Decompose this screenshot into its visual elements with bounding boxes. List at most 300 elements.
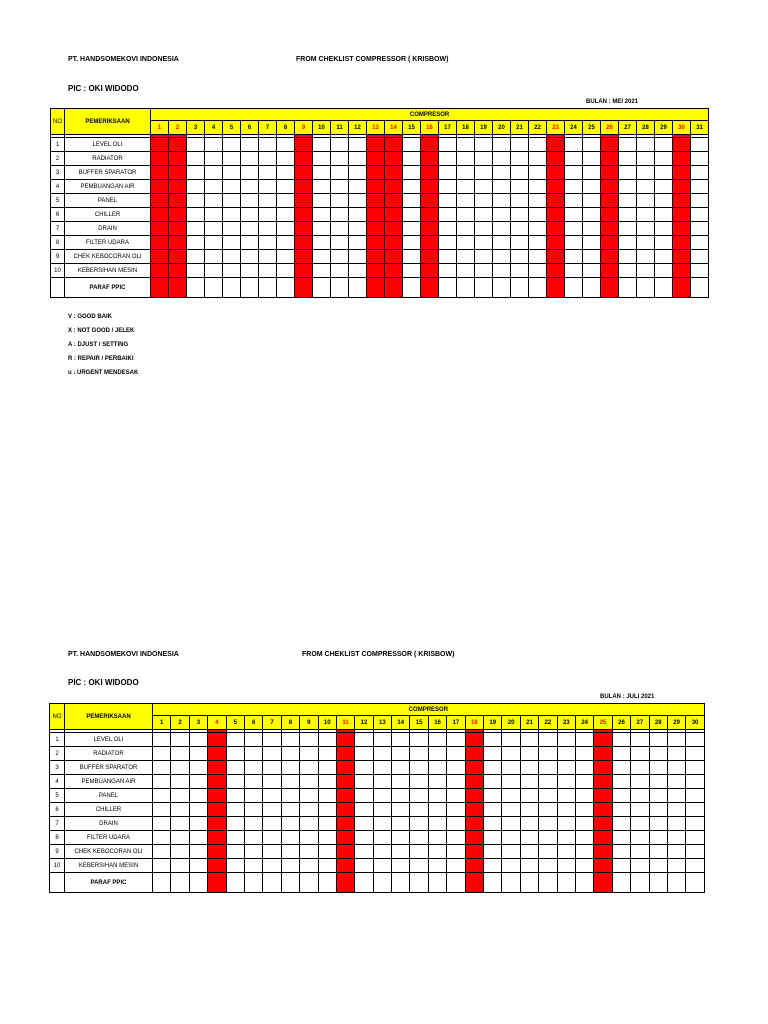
check-cell[interactable] [520, 859, 538, 873]
check-cell[interactable] [259, 166, 277, 180]
check-cell[interactable] [557, 817, 575, 831]
check-cell[interactable] [631, 761, 649, 775]
check-cell[interactable] [557, 789, 575, 803]
check-cell[interactable] [226, 817, 244, 831]
check-cell[interactable] [637, 222, 655, 236]
check-cell[interactable] [686, 789, 704, 803]
paraf-cell[interactable] [631, 873, 649, 893]
check-cell[interactable] [520, 831, 538, 845]
check-cell[interactable] [557, 747, 575, 761]
check-cell[interactable] [612, 733, 630, 747]
paraf-cell[interactable] [539, 873, 557, 893]
check-cell[interactable] [691, 264, 709, 278]
check-cell[interactable] [226, 775, 244, 789]
check-cell[interactable] [655, 138, 673, 152]
check-cell[interactable] [403, 236, 421, 250]
paraf-cell[interactable] [153, 873, 171, 893]
check-cell[interactable] [205, 236, 223, 250]
check-cell[interactable] [557, 775, 575, 789]
check-cell[interactable] [403, 208, 421, 222]
check-cell[interactable] [331, 208, 349, 222]
check-cell[interactable] [484, 761, 502, 775]
check-cell[interactable] [583, 264, 601, 278]
check-cell[interactable] [295, 236, 313, 250]
check-cell[interactable] [410, 803, 428, 817]
check-cell[interactable] [367, 222, 385, 236]
check-cell[interactable] [631, 817, 649, 831]
check-cell[interactable] [493, 138, 511, 152]
paraf-cell[interactable] [520, 873, 538, 893]
check-cell[interactable] [277, 208, 295, 222]
check-cell[interactable] [520, 817, 538, 831]
check-cell[interactable] [655, 152, 673, 166]
check-cell[interactable] [565, 194, 583, 208]
paraf-cell[interactable] [169, 278, 187, 298]
check-cell[interactable] [457, 152, 475, 166]
check-cell[interactable] [667, 859, 685, 873]
check-cell[interactable] [189, 775, 207, 789]
check-cell[interactable] [557, 761, 575, 775]
check-cell[interactable] [565, 152, 583, 166]
check-cell[interactable] [439, 138, 457, 152]
paraf-cell[interactable] [385, 278, 403, 298]
check-cell[interactable] [313, 138, 331, 152]
check-cell[interactable] [355, 733, 373, 747]
check-cell[interactable] [244, 747, 262, 761]
check-cell[interactable] [594, 831, 612, 845]
check-cell[interactable] [612, 831, 630, 845]
check-cell[interactable] [259, 138, 277, 152]
check-cell[interactable] [336, 761, 354, 775]
check-cell[interactable] [151, 264, 169, 278]
check-cell[interactable] [686, 817, 704, 831]
check-cell[interactable] [392, 747, 410, 761]
check-cell[interactable] [189, 747, 207, 761]
check-cell[interactable] [520, 789, 538, 803]
check-cell[interactable] [153, 733, 171, 747]
check-cell[interactable] [502, 831, 520, 845]
check-cell[interactable] [153, 803, 171, 817]
check-cell[interactable] [205, 222, 223, 236]
check-cell[interactable] [583, 236, 601, 250]
check-cell[interactable] [223, 208, 241, 222]
check-cell[interactable] [392, 803, 410, 817]
check-cell[interactable] [594, 803, 612, 817]
check-cell[interactable] [649, 845, 667, 859]
check-cell[interactable] [313, 152, 331, 166]
check-cell[interactable] [421, 152, 439, 166]
check-cell[interactable] [539, 817, 557, 831]
check-cell[interactable] [223, 264, 241, 278]
check-cell[interactable] [208, 761, 226, 775]
paraf-cell[interactable] [403, 278, 421, 298]
check-cell[interactable] [244, 845, 262, 859]
paraf-cell[interactable] [637, 278, 655, 298]
check-cell[interactable] [465, 789, 483, 803]
check-cell[interactable] [331, 194, 349, 208]
check-cell[interactable] [349, 194, 367, 208]
check-cell[interactable] [259, 264, 277, 278]
check-cell[interactable] [281, 803, 299, 817]
paraf-cell[interactable] [601, 278, 619, 298]
check-cell[interactable] [281, 775, 299, 789]
check-cell[interactable] [631, 747, 649, 761]
check-cell[interactable] [619, 194, 637, 208]
check-cell[interactable] [349, 236, 367, 250]
check-cell[interactable] [410, 831, 428, 845]
check-cell[interactable] [493, 208, 511, 222]
check-cell[interactable] [667, 831, 685, 845]
check-cell[interactable] [428, 831, 446, 845]
check-cell[interactable] [547, 236, 565, 250]
check-cell[interactable] [475, 138, 493, 152]
check-cell[interactable] [439, 236, 457, 250]
check-cell[interactable] [259, 208, 277, 222]
check-cell[interactable] [475, 194, 493, 208]
check-cell[interactable] [373, 789, 391, 803]
check-cell[interactable] [547, 194, 565, 208]
check-cell[interactable] [511, 264, 529, 278]
check-cell[interactable] [565, 264, 583, 278]
check-cell[interactable] [241, 250, 259, 264]
check-cell[interactable] [439, 208, 457, 222]
check-cell[interactable] [281, 831, 299, 845]
check-cell[interactable] [392, 817, 410, 831]
check-cell[interactable] [637, 264, 655, 278]
paraf-cell[interactable] [565, 278, 583, 298]
check-cell[interactable] [263, 817, 281, 831]
check-cell[interactable] [300, 831, 318, 845]
check-cell[interactable] [594, 775, 612, 789]
paraf-cell[interactable] [259, 278, 277, 298]
check-cell[interactable] [502, 747, 520, 761]
check-cell[interactable] [667, 733, 685, 747]
check-cell[interactable] [612, 789, 630, 803]
check-cell[interactable] [511, 138, 529, 152]
check-cell[interactable] [373, 733, 391, 747]
check-cell[interactable] [594, 733, 612, 747]
check-cell[interactable] [428, 845, 446, 859]
check-cell[interactable] [205, 264, 223, 278]
check-cell[interactable] [277, 138, 295, 152]
check-cell[interactable] [367, 236, 385, 250]
check-cell[interactable] [691, 236, 709, 250]
check-cell[interactable] [631, 803, 649, 817]
check-cell[interactable] [392, 845, 410, 859]
check-cell[interactable] [277, 250, 295, 264]
check-cell[interactable] [244, 831, 262, 845]
check-cell[interactable] [331, 264, 349, 278]
check-cell[interactable] [349, 222, 367, 236]
check-cell[interactable] [484, 831, 502, 845]
check-cell[interactable] [673, 222, 691, 236]
paraf-cell[interactable] [475, 278, 493, 298]
paraf-cell[interactable] [673, 278, 691, 298]
check-cell[interactable] [691, 152, 709, 166]
paraf-cell[interactable] [649, 873, 667, 893]
check-cell[interactable] [171, 747, 189, 761]
check-cell[interactable] [575, 859, 593, 873]
check-cell[interactable] [241, 194, 259, 208]
check-cell[interactable] [355, 817, 373, 831]
check-cell[interactable] [637, 138, 655, 152]
paraf-cell[interactable] [241, 278, 259, 298]
check-cell[interactable] [313, 180, 331, 194]
check-cell[interactable] [447, 803, 465, 817]
check-cell[interactable] [686, 761, 704, 775]
check-cell[interactable] [484, 747, 502, 761]
check-cell[interactable] [601, 250, 619, 264]
check-cell[interactable] [189, 761, 207, 775]
check-cell[interactable] [637, 166, 655, 180]
check-cell[interactable] [318, 789, 336, 803]
check-cell[interactable] [637, 152, 655, 166]
check-cell[interactable] [223, 138, 241, 152]
check-cell[interactable] [612, 747, 630, 761]
paraf-cell[interactable] [484, 873, 502, 893]
check-cell[interactable] [465, 733, 483, 747]
check-cell[interactable] [539, 747, 557, 761]
check-cell[interactable] [205, 250, 223, 264]
check-cell[interactable] [691, 222, 709, 236]
check-cell[interactable] [465, 859, 483, 873]
check-cell[interactable] [263, 859, 281, 873]
paraf-cell[interactable] [529, 278, 547, 298]
check-cell[interactable] [171, 733, 189, 747]
check-cell[interactable] [313, 166, 331, 180]
check-cell[interactable] [392, 761, 410, 775]
check-cell[interactable] [686, 733, 704, 747]
check-cell[interactable] [565, 208, 583, 222]
check-cell[interactable] [539, 831, 557, 845]
check-cell[interactable] [355, 803, 373, 817]
check-cell[interactable] [583, 208, 601, 222]
check-cell[interactable] [557, 803, 575, 817]
check-cell[interactable] [686, 747, 704, 761]
paraf-cell[interactable] [465, 873, 483, 893]
check-cell[interactable] [649, 733, 667, 747]
check-cell[interactable] [673, 250, 691, 264]
check-cell[interactable] [457, 180, 475, 194]
check-cell[interactable] [673, 166, 691, 180]
check-cell[interactable] [300, 761, 318, 775]
check-cell[interactable] [619, 138, 637, 152]
check-cell[interactable] [208, 733, 226, 747]
check-cell[interactable] [484, 845, 502, 859]
check-cell[interactable] [349, 152, 367, 166]
check-cell[interactable] [241, 222, 259, 236]
check-cell[interactable] [421, 264, 439, 278]
check-cell[interactable] [421, 194, 439, 208]
check-cell[interactable] [511, 222, 529, 236]
check-cell[interactable] [336, 803, 354, 817]
check-cell[interactable] [691, 194, 709, 208]
check-cell[interactable] [241, 138, 259, 152]
check-cell[interactable] [367, 264, 385, 278]
check-cell[interactable] [295, 152, 313, 166]
check-cell[interactable] [547, 250, 565, 264]
check-cell[interactable] [226, 803, 244, 817]
check-cell[interactable] [263, 775, 281, 789]
check-cell[interactable] [447, 817, 465, 831]
check-cell[interactable] [300, 789, 318, 803]
check-cell[interactable] [601, 180, 619, 194]
check-cell[interactable] [277, 180, 295, 194]
check-cell[interactable] [187, 222, 205, 236]
check-cell[interactable] [277, 166, 295, 180]
check-cell[interactable] [171, 803, 189, 817]
check-cell[interactable] [511, 152, 529, 166]
check-cell[interactable] [612, 845, 630, 859]
check-cell[interactable] [331, 152, 349, 166]
check-cell[interactable] [421, 138, 439, 152]
check-cell[interactable] [244, 789, 262, 803]
check-cell[interactable] [601, 194, 619, 208]
check-cell[interactable] [575, 775, 593, 789]
paraf-cell[interactable] [244, 873, 262, 893]
check-cell[interactable] [259, 152, 277, 166]
check-cell[interactable] [465, 775, 483, 789]
check-cell[interactable] [403, 264, 421, 278]
check-cell[interactable] [318, 761, 336, 775]
check-cell[interactable] [539, 859, 557, 873]
check-cell[interactable] [169, 208, 187, 222]
check-cell[interactable] [223, 236, 241, 250]
check-cell[interactable] [547, 138, 565, 152]
check-cell[interactable] [373, 845, 391, 859]
check-cell[interactable] [313, 208, 331, 222]
check-cell[interactable] [189, 733, 207, 747]
check-cell[interactable] [355, 747, 373, 761]
check-cell[interactable] [583, 250, 601, 264]
check-cell[interactable] [244, 775, 262, 789]
check-cell[interactable] [336, 817, 354, 831]
check-cell[interactable] [205, 166, 223, 180]
check-cell[interactable] [447, 761, 465, 775]
check-cell[interactable] [410, 859, 428, 873]
paraf-cell[interactable] [223, 278, 241, 298]
check-cell[interactable] [575, 817, 593, 831]
check-cell[interactable] [171, 831, 189, 845]
paraf-cell[interactable] [226, 873, 244, 893]
check-cell[interactable] [205, 138, 223, 152]
paraf-cell[interactable] [313, 278, 331, 298]
check-cell[interactable] [619, 208, 637, 222]
check-cell[interactable] [349, 166, 367, 180]
check-cell[interactable] [241, 236, 259, 250]
check-cell[interactable] [475, 222, 493, 236]
paraf-cell[interactable] [575, 873, 593, 893]
check-cell[interactable] [313, 194, 331, 208]
paraf-cell[interactable] [151, 278, 169, 298]
check-cell[interactable] [226, 747, 244, 761]
check-cell[interactable] [169, 222, 187, 236]
check-cell[interactable] [493, 236, 511, 250]
check-cell[interactable] [502, 845, 520, 859]
check-cell[interactable] [259, 222, 277, 236]
check-cell[interactable] [502, 859, 520, 873]
check-cell[interactable] [637, 194, 655, 208]
check-cell[interactable] [529, 138, 547, 152]
check-cell[interactable] [619, 152, 637, 166]
paraf-cell[interactable] [373, 873, 391, 893]
check-cell[interactable] [277, 236, 295, 250]
check-cell[interactable] [189, 845, 207, 859]
check-cell[interactable] [529, 208, 547, 222]
check-cell[interactable] [667, 803, 685, 817]
check-cell[interactable] [457, 264, 475, 278]
check-cell[interactable] [331, 180, 349, 194]
check-cell[interactable] [336, 859, 354, 873]
check-cell[interactable] [619, 264, 637, 278]
check-cell[interactable] [313, 250, 331, 264]
check-cell[interactable] [263, 789, 281, 803]
check-cell[interactable] [226, 761, 244, 775]
check-cell[interactable] [601, 152, 619, 166]
check-cell[interactable] [295, 250, 313, 264]
check-cell[interactable] [619, 250, 637, 264]
check-cell[interactable] [187, 208, 205, 222]
check-cell[interactable] [655, 166, 673, 180]
check-cell[interactable] [421, 180, 439, 194]
paraf-cell[interactable] [281, 873, 299, 893]
check-cell[interactable] [392, 859, 410, 873]
check-cell[interactable] [244, 803, 262, 817]
check-cell[interactable] [484, 803, 502, 817]
check-cell[interactable] [601, 222, 619, 236]
check-cell[interactable] [447, 845, 465, 859]
check-cell[interactable] [331, 166, 349, 180]
check-cell[interactable] [673, 264, 691, 278]
check-cell[interactable] [410, 775, 428, 789]
check-cell[interactable] [300, 747, 318, 761]
check-cell[interactable] [187, 152, 205, 166]
check-cell[interactable] [259, 180, 277, 194]
paraf-cell[interactable] [355, 873, 373, 893]
check-cell[interactable] [547, 152, 565, 166]
check-cell[interactable] [263, 831, 281, 845]
check-cell[interactable] [410, 845, 428, 859]
check-cell[interactable] [153, 761, 171, 775]
check-cell[interactable] [520, 761, 538, 775]
check-cell[interactable] [447, 747, 465, 761]
check-cell[interactable] [493, 264, 511, 278]
paraf-cell[interactable] [547, 278, 565, 298]
check-cell[interactable] [169, 264, 187, 278]
check-cell[interactable] [259, 236, 277, 250]
check-cell[interactable] [565, 138, 583, 152]
check-cell[interactable] [263, 845, 281, 859]
check-cell[interactable] [649, 747, 667, 761]
check-cell[interactable] [529, 264, 547, 278]
check-cell[interactable] [655, 180, 673, 194]
paraf-cell[interactable] [439, 278, 457, 298]
check-cell[interactable] [153, 747, 171, 761]
check-cell[interactable] [428, 803, 446, 817]
check-cell[interactable] [457, 250, 475, 264]
check-cell[interactable] [428, 817, 446, 831]
paraf-cell[interactable] [511, 278, 529, 298]
check-cell[interactable] [601, 166, 619, 180]
check-cell[interactable] [493, 250, 511, 264]
paraf-cell[interactable] [619, 278, 637, 298]
check-cell[interactable] [686, 803, 704, 817]
check-cell[interactable] [208, 803, 226, 817]
check-cell[interactable] [439, 180, 457, 194]
check-cell[interactable] [410, 733, 428, 747]
check-cell[interactable] [208, 789, 226, 803]
check-cell[interactable] [241, 208, 259, 222]
